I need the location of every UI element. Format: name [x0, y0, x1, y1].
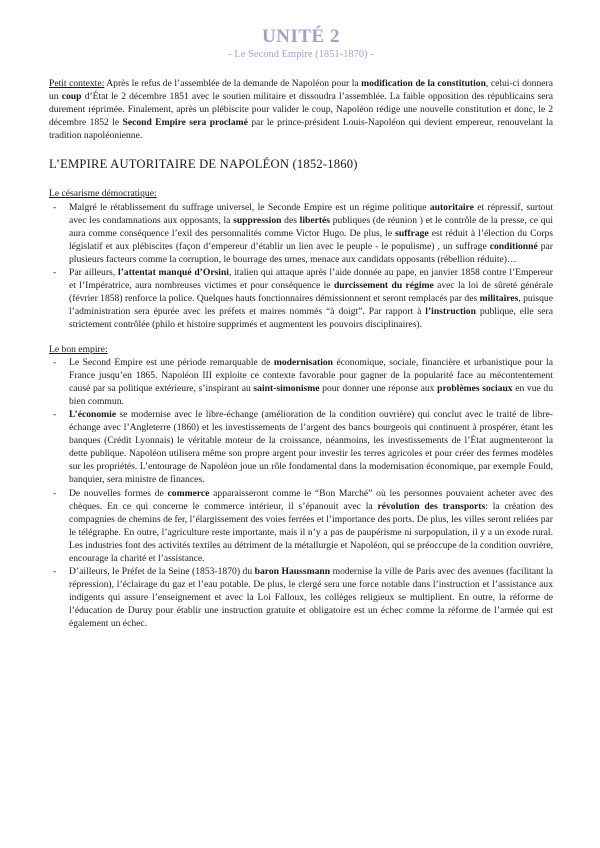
unit-title: UNITÉ 2: [262, 26, 340, 47]
list-item: - D’ailleurs, le Préfet de la Seine (1853-1870) du baron Haussmann modernise la ville de Paris avec des avenues (facilitant la répression), l’éclairage du gaz et l’eau potable. De plus, le clergé sera une force notable dans l’instruction et l’assistance aux indigents qui assure l’enseignement et avec la Loi Falloux, les collèges religieux se multiplient. En outre, la réforme de l’éducation de Duruy pour établir une instruction gratuite et obligatoire est un échec comme la réforme de l’armée qui est également un échec.: [49, 565, 553, 630]
context-label: Petit contexte:: [49, 78, 105, 89]
cesarisme-list: [49, 201, 553, 332]
list-item: - Le Second Empire est une période remarquable de modernisation économique, sociale, financière et urbanistique pour la France jusqu’en 1865. Napoléon III exploite ce contexte favorable pour gagner de la popularité face au mécontentement causé par sa politique extérieure, s’inspirant au saint-simonisme pour donner une réponse aux problèmes sociaux en vue du bien commun.: [49, 356, 553, 408]
unit-subtitle: - Le Second Empire (1851-1870) -: [228, 49, 374, 60]
bon-empire-label: Le bon empire:: [49, 343, 108, 355]
context-paragraph: Petit contexte: Après le refus de l’assemblée de la demande de Napoléon pour la modification de la constitution, celui-ci donnera un coup d’État le 2 décembre 1851 avec le soutien militaire et dissoudra l’assemblée. La faible opposition des républicains sera durement réprimée. Finalement, après un plébiscite pour valider le coup, Napoléon rédige une nouvelle constitution et donc, le 2 décembre 1852 le Second Empire sera proclamé par le prince-président Louis-Napoléon qui devient empereur, renouvelant la tradition napoléonienne.: [49, 78, 553, 142]
list-item: - L’économie se modernise avec le libre-échange (amélioration de la condition ouvrière) qui conclut avec le traité de libre-échange avec l’Angleterre (1860) et les investissements de l’argent des bancs bourgeois qui continuent à prospérer, étant les banques (Crédit Lyonnais) le véritable moteur de la croissance, néanmoins, les investissements de l’État augmenteront la dette publique. Napoléon utilisera même son propre argent pour investir les terres agricoles et pour créer des fermes modèles sur les propriétés. L’entourage de Napoléon joue un rôle fondamental dans la modernisation économique, par exemple Fould, banquier, sera ministre de finances.: [49, 408, 553, 487]
list-item: - Par ailleurs, l’attentat manqué d’Orsini, italien qui attaque après l’aide donnée au pape, en janvier 1858 contre l’Empereur et l’Impératrice, aura nombreuses victimes et pour conséquence le durcissement du régime avec la loi de sûreté générale (février 1858) renforce la police. Quelques hauts fonctionnaires démissionnent et seront remplacés par des militaires, puisque l’administration sera épurée avec les préfets et maires nommés “à doigt”. Par rapport à l’instruction publique, elle sera strictement contrôlée (philo et histoire supprimés et augmentent les pouvoirs disciplinaires).: [49, 266, 553, 331]
section-heading: L’EMPIRE AUTORITAIRE DE NAPOLÉON (1852-1860): [49, 157, 358, 172]
list-item: - De nouvelles formes de commerce apparaisseront comme le “Bon Marché” où les personnes pouvaient acheter avec des chèques. En ce qui concerne le commerce intérieur, il s’épanouit avec la révolution des transports: la création des compagnies de chemins de fer, l’élargissement des voies ferrées et l’importance des ports. De plus, les villes seront reliées par le télégraphe. En outre, l’agriculture reste importante, mais il n’y a pas de paupérisme ni surpopulation, il y a un exode rural. Les industries font des activités textiles au détriment de la métallurgie et Napoléon, qui se préoccupe de la condition ouvrière, encourage la charité et l’assistance.: [49, 487, 553, 566]
list-item: - Malgré le rétablissement du suffrage universel, le Seconde Empire est un régime politique autoritaire et répressif, surtout avec les condamnations aux opposants, la suppression des libertés publiques (de réunion ) et le contrôle de la presse, ce qui aura comme conséquence l’exil des personnalités comme Victor Hugo. De plus, le suffrage est réduit à l’élection du Corps législatif et aux plébiscites (façon d’empereur d’établir un lien avec le peuple - le populisme) , un suffrage conditionné par plusieurs facteurs comme la corruption, le bourrage des urnes, menace aux candidats opposants (rébellion réduite)…: [49, 201, 553, 266]
cesarisme-label: Le césarisme démocratique:: [49, 188, 157, 200]
bon-empire-list: [49, 356, 553, 631]
